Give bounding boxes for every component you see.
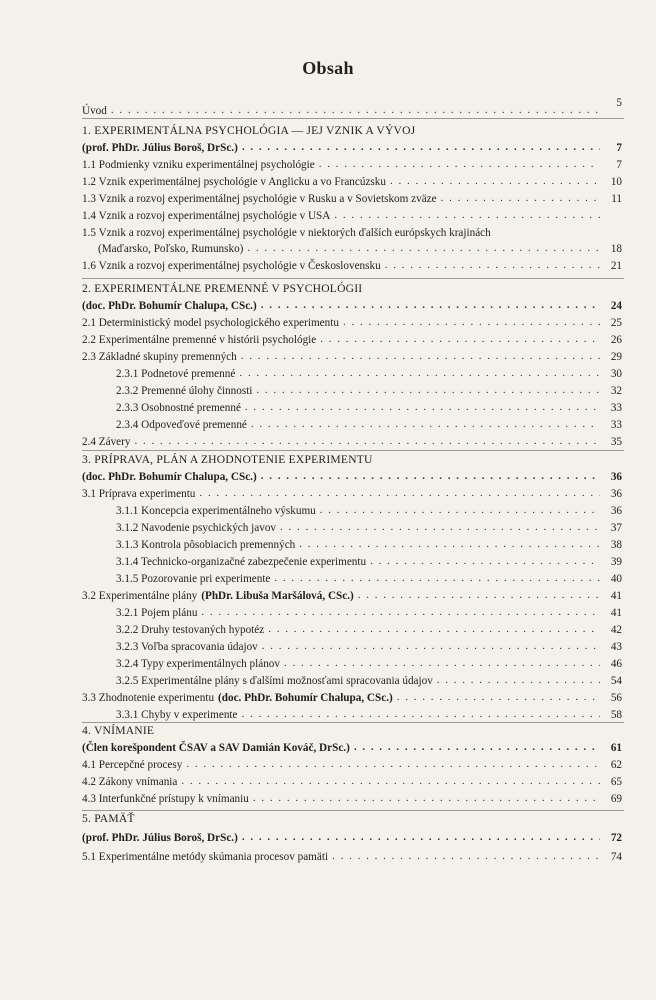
leader-dots bbox=[201, 607, 600, 617]
toc-entry-title: 2.4 Závery bbox=[82, 436, 131, 448]
leader-dots bbox=[181, 776, 600, 786]
toc-entry-page: 38 bbox=[610, 539, 622, 551]
toc-entry-page: 36 bbox=[610, 505, 622, 517]
toc-chapter-4[interactable] bbox=[82, 722, 622, 738]
toc-entry-continued[interactable] bbox=[98, 240, 622, 256]
toc-entry-title: 1.4 Vznik a rozvoj experimentálnej psychológie v USA bbox=[82, 210, 331, 222]
toc-chapter-2[interactable] bbox=[82, 280, 622, 296]
toc-entry-title: 2.3.2 Premenné úlohy činnosti bbox=[116, 385, 253, 397]
toc-entry-title: 3.2 Experimentálne plány bbox=[82, 590, 198, 602]
leader-dots bbox=[319, 159, 600, 169]
leader-dots bbox=[370, 556, 600, 566]
toc-entry-title: 3.1 Príprava experimentu bbox=[82, 488, 196, 500]
leader-dots bbox=[334, 210, 600, 220]
leader-dots bbox=[385, 260, 600, 270]
leader-dots bbox=[280, 522, 600, 532]
toc-entry-page: 56 bbox=[610, 692, 622, 704]
leader-dots bbox=[299, 539, 600, 549]
leader-dots bbox=[261, 300, 600, 310]
toc-entry-page: 33 bbox=[610, 402, 622, 414]
toc-entry-page: 36 bbox=[610, 471, 622, 483]
toc-entry-page: 42 bbox=[610, 624, 622, 636]
toc-entry-page: 61 bbox=[610, 742, 622, 754]
toc-entry-title: 3.1.5 Pozorovanie pri experimente bbox=[116, 573, 271, 585]
leader-dots bbox=[354, 742, 600, 752]
toc-entry-page: 35 bbox=[610, 436, 622, 448]
leader-dots bbox=[251, 419, 600, 429]
toc-entry[interactable] bbox=[82, 190, 622, 206]
toc-entry-page: 10 bbox=[610, 176, 622, 188]
section-divider bbox=[82, 278, 624, 279]
toc-entry-title: 3.1.4 Technicko-organizačné zabezpečenie experimentu bbox=[116, 556, 367, 568]
leader-dots bbox=[268, 624, 600, 634]
toc-entry[interactable] bbox=[82, 790, 622, 806]
leader-dots bbox=[332, 851, 600, 861]
toc-entry-title: 1.5 Vznik a rozvoj experimentálnej psychológie v niektorých ďalších európskych krajinách bbox=[82, 227, 491, 239]
toc-entry-title: 3.2.5 Experimentálne plány s ďalšími možnosťami spracovania údajov bbox=[116, 675, 433, 687]
section-divider bbox=[82, 118, 624, 119]
toc-entry-author[interactable] bbox=[82, 829, 622, 845]
toc-entry-page: 33 bbox=[610, 419, 622, 431]
toc-entry[interactable] bbox=[82, 773, 622, 789]
toc-entry[interactable] bbox=[82, 331, 622, 347]
toc-entry-title: 2.3 Základné skupiny premenných bbox=[82, 351, 237, 363]
toc-entry-title: 5.1 Experimentálne metódy skúmania procesov pamäti bbox=[82, 851, 329, 863]
leader-dots bbox=[390, 176, 600, 186]
toc-entry[interactable] bbox=[82, 587, 622, 603]
toc-entry-title: 4.2 Zákony vnímania bbox=[82, 776, 178, 788]
leader-dots bbox=[437, 675, 600, 685]
leader-dots bbox=[253, 793, 600, 803]
toc-entry[interactable] bbox=[82, 257, 622, 273]
toc-entry-page: 54 bbox=[610, 675, 622, 687]
toc-entry-page: 21 bbox=[610, 260, 622, 272]
toc-entry-title: 3.1.1 Koncepcia experimentálneho výskumu bbox=[116, 505, 316, 517]
toc-entry-page: 43 bbox=[610, 641, 622, 653]
toc-subentry[interactable] bbox=[116, 672, 622, 688]
toc-entry-title: 2. EXPERIMENTÁLNE PREMENNÉ V PSYCHOLÓGII bbox=[82, 282, 363, 295]
toc-entry-page: 39 bbox=[610, 556, 622, 568]
leader-dots bbox=[343, 317, 600, 327]
leader-dots bbox=[247, 243, 600, 253]
toc-entry-page: 40 bbox=[610, 573, 622, 585]
leader-dots bbox=[245, 402, 600, 412]
toc-entry-title: 3.2.3 Voľba spracovania údajov bbox=[116, 641, 258, 653]
toc-subentry[interactable] bbox=[116, 519, 622, 535]
toc-entry-title: 3.2.2 Druhy testovaných hypotéz bbox=[116, 624, 265, 636]
leader-dots bbox=[358, 590, 600, 600]
toc-entry-title: 3.2.4 Typy experimentálnych plánov bbox=[116, 658, 280, 670]
toc-entry-title: 1.2 Vznik experimentálnej psychológie v Anglicku a vo Francúzsku bbox=[82, 176, 386, 188]
toc-subentry[interactable] bbox=[116, 416, 622, 432]
toc-entry-author: (doc. PhDr. Bohumír Chalupa, CSc.) bbox=[218, 692, 393, 704]
toc-entry-title: 3.3.1 Chyby v experimente bbox=[116, 709, 238, 721]
toc-entry-title: 1.3 Vznik a rozvoj experimentálnej psychológie v Rusku a v Sovietskom zväze bbox=[82, 193, 437, 205]
toc-entry-page: 65 bbox=[610, 776, 622, 788]
leader-dots bbox=[441, 193, 600, 203]
toc-entry[interactable] bbox=[82, 348, 622, 364]
toc-entry-title: 2.2 Experimentálne premenné v histórii psychológie bbox=[82, 334, 317, 346]
toc-subentry[interactable] bbox=[116, 382, 622, 398]
leader-dots bbox=[274, 573, 600, 583]
toc-entry[interactable] bbox=[82, 207, 622, 223]
toc-entry-page: 7 bbox=[616, 142, 622, 154]
toc-subentry[interactable] bbox=[116, 655, 622, 671]
toc-entry-page: 32 bbox=[610, 385, 622, 397]
toc-chapter-5[interactable] bbox=[82, 810, 622, 826]
leader-dots bbox=[320, 505, 600, 515]
leader-dots bbox=[320, 334, 600, 344]
toc-entry-page: 41 bbox=[610, 607, 622, 619]
toc-entry-title: (doc. PhDr. Bohumír Chalupa, CSc.) bbox=[82, 300, 257, 312]
leader-dots bbox=[261, 471, 600, 481]
leader-dots bbox=[186, 759, 600, 769]
leader-dots bbox=[239, 368, 600, 378]
toc-entry-page: 74 bbox=[610, 851, 622, 863]
leader-dots bbox=[397, 692, 600, 702]
toc-entry[interactable] bbox=[82, 173, 622, 189]
toc-subentry[interactable] bbox=[116, 365, 622, 381]
toc-entry-page: 29 bbox=[610, 351, 622, 363]
toc-entry[interactable] bbox=[82, 224, 622, 240]
toc-entry-title: 3. PRÍPRAVA, PLÁN A ZHODNOTENIE EXPERIMENTU bbox=[82, 453, 373, 466]
leader-dots bbox=[134, 436, 600, 446]
toc-subentry[interactable] bbox=[116, 706, 622, 722]
toc-entry-title: 2.3.3 Osobnostné premenné bbox=[116, 402, 241, 414]
toc-entry-page: 24 bbox=[610, 300, 622, 312]
toc-entry-page: 72 bbox=[610, 832, 622, 844]
toc-entry-page: 30 bbox=[610, 368, 622, 380]
toc-entry[interactable] bbox=[82, 156, 622, 172]
toc-entry-page: 62 bbox=[610, 759, 622, 771]
toc-entry-page: 36 bbox=[610, 488, 622, 500]
leader-dots bbox=[111, 105, 600, 115]
leader-dots bbox=[284, 658, 600, 668]
toc-entry-page: 18 bbox=[610, 243, 622, 255]
toc-subentry[interactable] bbox=[116, 399, 622, 415]
toc-entry-title: 3.1.3 Kontrola pôsobiacich premenných bbox=[116, 539, 296, 551]
toc-entry-title: 2.3.1 Podnetové premenné bbox=[116, 368, 236, 380]
toc-entry[interactable] bbox=[82, 433, 622, 449]
toc-subentry[interactable] bbox=[116, 536, 622, 552]
toc-entry-title: 3.1.2 Navodenie psychických javov bbox=[116, 522, 277, 534]
toc-entry[interactable] bbox=[82, 848, 622, 864]
toc-entry-page: 58 bbox=[610, 709, 622, 721]
toc-entry-page: 7 bbox=[616, 159, 622, 171]
toc-entry-title: 1.6 Vznik a rozvoj experimentálnej psychológie v Československu bbox=[82, 260, 381, 272]
toc-entry-title: 3.2.1 Pojem plánu bbox=[116, 607, 198, 619]
toc-entry-title: 1. EXPERIMENTÁLNA PSYCHOLÓGIA — JEJ VZNIK A VÝVOJ bbox=[82, 124, 416, 137]
toc-entry-author[interactable] bbox=[82, 468, 622, 484]
toc-entry-page: 37 bbox=[610, 522, 622, 534]
toc-entry-uvod[interactable] bbox=[82, 97, 622, 118]
toc-subentry[interactable] bbox=[116, 604, 622, 620]
toc-entry-title: (Člen korešpondent ČSAV a SAV Damián Kováč, DrSc.) bbox=[82, 742, 350, 754]
toc-subentry[interactable] bbox=[116, 621, 622, 637]
leader-dots bbox=[256, 385, 600, 395]
toc-entry-page: 26 bbox=[610, 334, 622, 346]
toc-entry-page: 41 bbox=[610, 590, 622, 602]
toc-entry-title: 3.3 Zhodnotenie experimentu bbox=[82, 692, 215, 704]
leader-dots bbox=[241, 709, 600, 719]
toc-entry-page: 5 bbox=[616, 97, 622, 109]
leader-dots bbox=[199, 488, 600, 498]
toc-chapter-3[interactable] bbox=[82, 451, 622, 467]
toc-entry-title: 2.1 Deterministický model psychologického experimentu bbox=[82, 317, 339, 329]
toc-entry-author[interactable] bbox=[82, 139, 622, 155]
toc-chapter-1[interactable] bbox=[82, 122, 622, 138]
toc-entry-title: 4. VNÍMANIE bbox=[82, 724, 155, 737]
toc-entry-title: (Maďarsko, Poľsko, Rumunsko) bbox=[98, 243, 244, 255]
toc-subentry[interactable] bbox=[116, 502, 622, 518]
page-title: Obsah bbox=[302, 58, 354, 78]
toc-entry-page: 69 bbox=[610, 793, 622, 805]
toc-entry[interactable] bbox=[82, 485, 622, 501]
toc-subentry[interactable] bbox=[116, 570, 622, 586]
leader-dots bbox=[242, 832, 600, 842]
toc-subentry[interactable] bbox=[116, 553, 622, 569]
toc-entry-title: (prof. PhDr. Július Boroš, DrSc.) bbox=[82, 832, 238, 844]
toc-subentry[interactable] bbox=[116, 638, 622, 654]
toc-entry-title: 4.3 Interfunkčné prístupy k vnímaniu bbox=[82, 793, 249, 805]
toc-entry-title: 4.1 Percepčné procesy bbox=[82, 759, 183, 771]
toc-entry-title: 5. PAMÄŤ bbox=[82, 812, 135, 825]
toc-entry-author: (PhDr. Libuša Maršálová, CSc.) bbox=[201, 590, 354, 602]
toc-entry[interactable] bbox=[82, 314, 622, 330]
toc-entry-title: (doc. PhDr. Bohumír Chalupa, CSc.) bbox=[82, 471, 257, 483]
leader-dots bbox=[241, 351, 600, 361]
toc-entry-title: 2.3.4 Odpoveďové premenné bbox=[116, 419, 247, 431]
leader-dots bbox=[242, 142, 600, 152]
toc-entry-title: Úvod bbox=[82, 105, 107, 117]
toc-entry-author[interactable] bbox=[82, 739, 622, 755]
toc-entry[interactable] bbox=[82, 689, 622, 705]
toc-entry-title: 1.1 Podmienky vzniku experimentálnej psychológie bbox=[82, 159, 315, 171]
toc-entry-page: 11 bbox=[611, 193, 622, 205]
toc-entry-author[interactable] bbox=[82, 297, 622, 313]
leader-dots bbox=[262, 641, 600, 651]
toc-entry-title: (prof. PhDr. Július Boroš, DrSc.) bbox=[82, 142, 238, 154]
toc-entry[interactable] bbox=[82, 756, 622, 772]
toc-entry-page: 25 bbox=[610, 317, 622, 329]
toc-entry-page: 46 bbox=[610, 658, 622, 670]
